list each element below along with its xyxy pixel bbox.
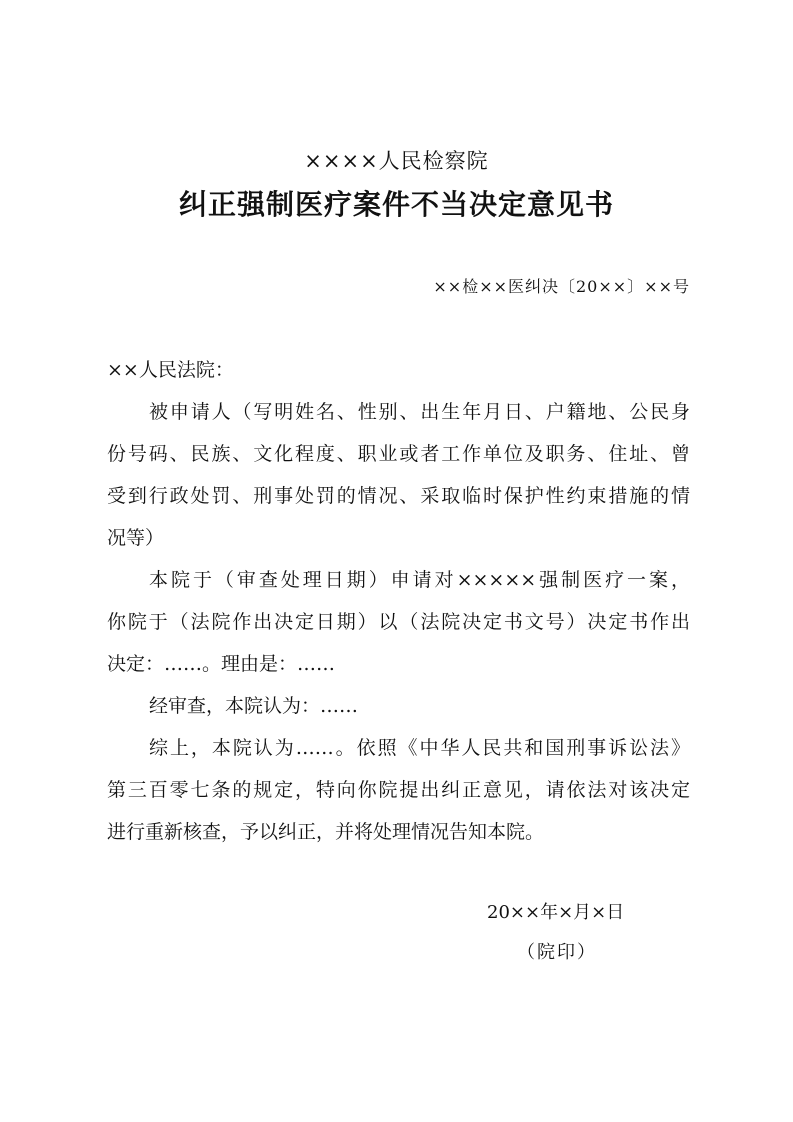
body-line: 进行重新核查，予以纠正，并将处理情况告知本院。 [107,821,545,843]
body-line: 本院于（审查处理日期）申请对×××××强制医疗一案， [149,569,690,591]
body-line: 份号码、民族、文化程度、职业或者工作单位及职务、住址、曾 [107,443,690,465]
body-line: 受到行政处罚、刑事处罚的情况、采取临时保护性约束措施的情 [107,485,690,507]
body-line: 综上，本院认为……。依照《中华人民共和国刑事诉讼法》 [149,737,690,759]
addressee: ××人民法院： [107,359,234,381]
body-line: 被申请人（写明姓名、性别、出生年月日、户籍地、公民身 [149,401,690,423]
organization-name: ××××人民检察院 [304,149,489,173]
seal-placeholder: （院印） [517,942,597,963]
body-line: 第三百零七条的规定，特向你院提出纠正意见，请依法对该决定 [107,779,690,801]
document-number: ××检××医纠决〔20××〕××号 [433,277,690,296]
body-line: 况等） [107,527,165,549]
body-line: 你院于（法院作出决定日期）以（法院决定书文号）决定书作出 [107,611,690,633]
document-title: 纠正强制医疗案件不当决定意见书 [178,188,614,221]
body-line: 经审查，本院认为：…… [149,695,359,717]
issue-date: 20××年×月×日 [487,902,625,923]
body-line: 决定：……。理由是：…… [107,653,336,675]
